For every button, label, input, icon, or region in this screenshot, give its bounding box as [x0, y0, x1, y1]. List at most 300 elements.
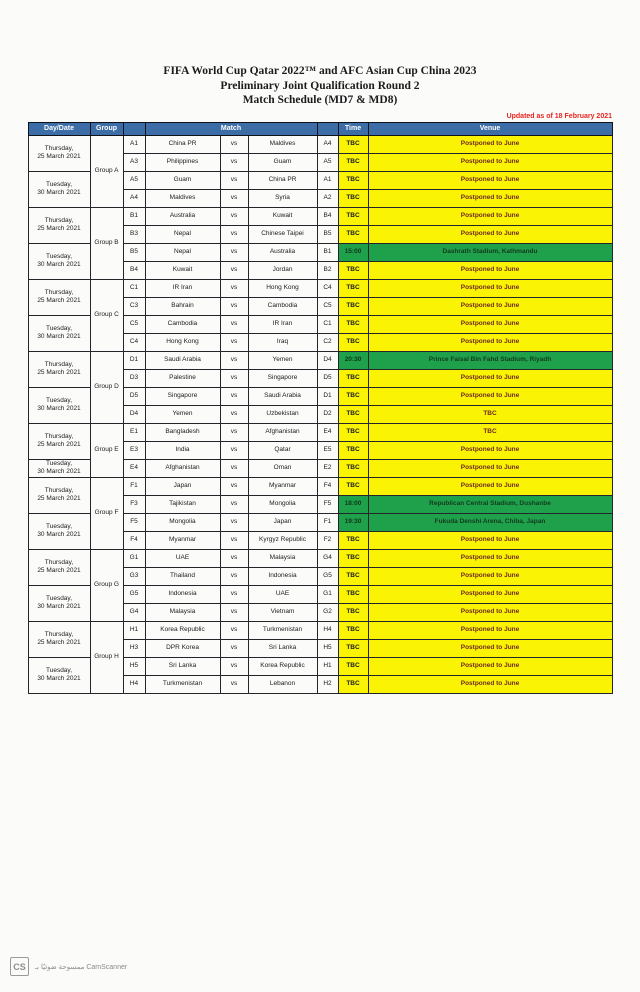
away-team-cell: Jordan: [248, 261, 317, 279]
group-block: [28, 549, 612, 621]
day-label: Tuesday,: [45, 523, 72, 531]
away-team-cell: Kuwait: [248, 207, 317, 225]
home-code-cell: A5: [123, 171, 145, 189]
away-team-cell: Vietnam: [248, 603, 317, 621]
time-cell: TBC: [338, 261, 368, 279]
home-team-cell: Sri Lanka: [145, 657, 220, 675]
vs-cell: vs: [220, 405, 248, 423]
home-team-cell: India: [145, 441, 220, 459]
day-label: Tuesday,: [45, 595, 72, 603]
away-code-cell: E4: [317, 423, 338, 441]
venue-cell: Postponed to June: [368, 459, 612, 477]
group-block: [28, 621, 612, 693]
away-team-cell: IR Iran: [248, 315, 317, 333]
header-time: Time: [338, 122, 368, 135]
vs-cell: vs: [220, 261, 248, 279]
time-cell: TBC: [338, 567, 368, 585]
home-code-cell: C4: [123, 333, 145, 351]
away-team-cell: Turkmenistan: [248, 621, 317, 639]
date-label: 30 March 2021: [37, 261, 81, 268]
time-cell: TBC: [338, 549, 368, 567]
day-date-cell: [28, 171, 90, 207]
away-team-cell: Iraq: [248, 333, 317, 351]
venue-cell: Postponed to June: [368, 603, 612, 621]
date-label: 25 March 2021: [37, 495, 81, 502]
header-code-right-spacer: [317, 122, 338, 135]
home-code-cell: A3: [123, 153, 145, 171]
away-team-cell: Afghanistan: [248, 423, 317, 441]
home-code-cell: D3: [123, 369, 145, 387]
table-row: [28, 135, 612, 153]
away-team-cell: Uzbekistan: [248, 405, 317, 423]
away-team-cell: Malaysia: [248, 549, 317, 567]
day-date-cell: [28, 459, 90, 477]
venue-cell: Postponed to June: [368, 171, 612, 189]
vs-cell: vs: [220, 387, 248, 405]
home-team-cell: Yemen: [145, 405, 220, 423]
home-team-cell: Japan: [145, 477, 220, 495]
day-label: Thursday,: [44, 631, 74, 639]
venue-cell: Postponed to June: [368, 567, 612, 585]
vs-cell: vs: [220, 477, 248, 495]
time-cell: TBC: [338, 639, 368, 657]
venue-cell: Postponed to June: [368, 675, 612, 693]
time-cell: 20:30: [338, 351, 368, 369]
vs-cell: vs: [220, 243, 248, 261]
home-team-cell: Philippines: [145, 153, 220, 171]
date-label: 25 March 2021: [37, 297, 81, 304]
home-team-cell: Tajikistan: [145, 495, 220, 513]
home-code-cell: F3: [123, 495, 145, 513]
group-block: [28, 423, 612, 477]
vs-cell: vs: [220, 531, 248, 549]
date-label: 25 March 2021: [37, 441, 81, 448]
venue-cell: TBC: [368, 423, 612, 441]
vs-cell: vs: [220, 153, 248, 171]
day-date-cell: [28, 279, 90, 315]
home-team-cell: Bangladesh: [145, 423, 220, 441]
vs-cell: vs: [220, 315, 248, 333]
venue-cell: Postponed to June: [368, 477, 612, 495]
group-name-cell: Group E: [90, 423, 123, 477]
away-code-cell: B4: [317, 207, 338, 225]
away-team-cell: Mongolia: [248, 495, 317, 513]
venue-cell: Postponed to June: [368, 441, 612, 459]
home-code-cell: A4: [123, 189, 145, 207]
group-name-cell: Group G: [90, 549, 123, 621]
title-line-2: Preliminary Joint Qualification Round 2: [220, 79, 420, 92]
date-label: 30 March 2021: [37, 405, 81, 412]
day-label: Tuesday,: [45, 253, 72, 261]
vs-cell: vs: [220, 657, 248, 675]
venue-cell: Postponed to June: [368, 639, 612, 657]
day-date-cell: [28, 549, 90, 585]
day-date-cell: [28, 243, 90, 279]
away-team-cell: Saudi Arabia: [248, 387, 317, 405]
vs-cell: vs: [220, 423, 248, 441]
home-code-cell: C1: [123, 279, 145, 297]
home-code-cell: G5: [123, 585, 145, 603]
home-code-cell: A1: [123, 135, 145, 153]
home-code-cell: E4: [123, 459, 145, 477]
home-team-cell: Hong Kong: [145, 333, 220, 351]
time-cell: TBC: [338, 441, 368, 459]
venue-cell: Postponed to June: [368, 549, 612, 567]
vs-cell: vs: [220, 171, 248, 189]
day-label: Tuesday,: [45, 397, 72, 405]
away-code-cell: B1: [317, 243, 338, 261]
time-cell: TBC: [338, 531, 368, 549]
home-team-cell: Nepal: [145, 225, 220, 243]
away-code-cell: C5: [317, 297, 338, 315]
day-label: Tuesday,: [45, 460, 72, 468]
home-code-cell: H5: [123, 657, 145, 675]
away-code-cell: H5: [317, 639, 338, 657]
time-cell: TBC: [338, 459, 368, 477]
venue-cell: Postponed to June: [368, 531, 612, 549]
table-row: [28, 279, 612, 297]
away-code-cell: D2: [317, 405, 338, 423]
time-cell: TBC: [338, 369, 368, 387]
group-name-cell: Group B: [90, 207, 123, 279]
away-team-cell: Kyrgyz Republic: [248, 531, 317, 549]
time-cell: TBC: [338, 477, 368, 495]
time-cell: TBC: [338, 279, 368, 297]
away-team-cell: Guam: [248, 153, 317, 171]
vs-cell: vs: [220, 189, 248, 207]
time-cell: TBC: [338, 333, 368, 351]
home-team-cell: Afghanistan: [145, 459, 220, 477]
venue-cell: Postponed to June: [368, 261, 612, 279]
time-cell: TBC: [338, 675, 368, 693]
time-cell: TBC: [338, 135, 368, 153]
home-team-cell: Bahrain: [145, 297, 220, 315]
vs-cell: vs: [220, 675, 248, 693]
away-code-cell: C4: [317, 279, 338, 297]
venue-cell: Postponed to June: [368, 297, 612, 315]
time-cell: TBC: [338, 207, 368, 225]
home-code-cell: E1: [123, 423, 145, 441]
camscanner-watermark-text: ممسوحة ضوئيًا بـ CamScanner: [35, 963, 128, 971]
time-cell: TBC: [338, 171, 368, 189]
day-date-cell: [28, 207, 90, 243]
away-team-cell: Yemen: [248, 351, 317, 369]
away-code-cell: A5: [317, 153, 338, 171]
date-label: 25 March 2021: [37, 369, 81, 376]
day-label: Tuesday,: [45, 667, 72, 675]
day-date-cell: [28, 315, 90, 351]
venue-cell: Postponed to June: [368, 189, 612, 207]
venue-cell: Fukuda Denshi Arena, Chiba, Japan: [368, 513, 612, 531]
vs-cell: vs: [220, 639, 248, 657]
time-cell: TBC: [338, 423, 368, 441]
vs-cell: vs: [220, 495, 248, 513]
home-team-cell: Kuwait: [145, 261, 220, 279]
venue-cell: Postponed to June: [368, 585, 612, 603]
away-team-cell: Myanmar: [248, 477, 317, 495]
venue-cell: Postponed to June: [368, 225, 612, 243]
date-label: 25 March 2021: [37, 225, 81, 232]
away-code-cell: E5: [317, 441, 338, 459]
schedule-table: [28, 122, 613, 694]
away-code-cell: F1: [317, 513, 338, 531]
away-team-cell: Syria: [248, 189, 317, 207]
away-team-cell: Korea Republic: [248, 657, 317, 675]
home-team-cell: DPR Korea: [145, 639, 220, 657]
venue-cell: Postponed to June: [368, 279, 612, 297]
home-code-cell: C5: [123, 315, 145, 333]
away-code-cell: A4: [317, 135, 338, 153]
table-row: [28, 621, 612, 639]
home-team-cell: Palestine: [145, 369, 220, 387]
group-name-cell: Group A: [90, 135, 123, 207]
header-code-left-spacer: [123, 122, 145, 135]
vs-cell: vs: [220, 567, 248, 585]
home-code-cell: C3: [123, 297, 145, 315]
time-cell: TBC: [338, 153, 368, 171]
away-code-cell: F4: [317, 477, 338, 495]
home-code-cell: G1: [123, 549, 145, 567]
day-label: Thursday,: [44, 217, 74, 225]
table-row: [28, 351, 612, 369]
date-label: 30 March 2021: [37, 468, 81, 475]
away-code-cell: H4: [317, 621, 338, 639]
away-team-cell: Cambodia: [248, 297, 317, 315]
date-label: 30 March 2021: [37, 189, 81, 196]
time-cell: TBC: [338, 315, 368, 333]
home-code-cell: B4: [123, 261, 145, 279]
away-code-cell: D4: [317, 351, 338, 369]
header-match: Match: [145, 122, 317, 135]
home-code-cell: D5: [123, 387, 145, 405]
date-label: 25 March 2021: [37, 639, 81, 646]
home-team-cell: Cambodia: [145, 315, 220, 333]
day-label: Thursday,: [44, 361, 74, 369]
away-code-cell: D5: [317, 369, 338, 387]
vs-cell: vs: [220, 621, 248, 639]
away-team-cell: China PR: [248, 171, 317, 189]
venue-cell: Postponed to June: [368, 333, 612, 351]
day-date-cell: [28, 387, 90, 423]
away-team-cell: Oman: [248, 459, 317, 477]
home-code-cell: B5: [123, 243, 145, 261]
group-name-cell: Group C: [90, 279, 123, 351]
title-line-3: Match Schedule (MD7 & MD8): [242, 94, 398, 106]
home-team-cell: Korea Republic: [145, 621, 220, 639]
away-team-cell: Singapore: [248, 369, 317, 387]
home-code-cell: H3: [123, 639, 145, 657]
day-date-cell: [28, 477, 90, 513]
table-row: [28, 207, 612, 225]
table-row: [28, 423, 612, 441]
home-team-cell: Thailand: [145, 567, 220, 585]
document-title-block: [0, 64, 640, 108]
venue-cell: Postponed to June: [368, 207, 612, 225]
home-team-cell: Myanmar: [145, 531, 220, 549]
vs-cell: vs: [220, 369, 248, 387]
time-cell: TBC: [338, 297, 368, 315]
away-code-cell: D1: [317, 387, 338, 405]
away-team-cell: Chinese Taipei: [248, 225, 317, 243]
venue-cell: Dashrath Stadium, Kathmandu: [368, 243, 612, 261]
away-code-cell: A2: [317, 189, 338, 207]
camscanner-watermark: [10, 957, 127, 976]
group-block: [28, 279, 612, 351]
home-code-cell: F4: [123, 531, 145, 549]
day-date-cell: [28, 513, 90, 549]
away-code-cell: H1: [317, 657, 338, 675]
vs-cell: vs: [220, 585, 248, 603]
vs-cell: vs: [220, 603, 248, 621]
away-team-cell: Japan: [248, 513, 317, 531]
home-code-cell: G3: [123, 567, 145, 585]
day-label: Thursday,: [44, 289, 74, 297]
venue-cell: Postponed to June: [368, 153, 612, 171]
table-row: [28, 549, 612, 567]
group-block: [28, 207, 612, 279]
venue-cell: Postponed to June: [368, 135, 612, 153]
venue-cell: Republican Central Stadium, Dushanbe: [368, 495, 612, 513]
home-code-cell: H1: [123, 621, 145, 639]
home-team-cell: Mongolia: [145, 513, 220, 531]
away-code-cell: H2: [317, 675, 338, 693]
vs-cell: vs: [220, 549, 248, 567]
time-cell: 15:00: [338, 243, 368, 261]
home-team-cell: Singapore: [145, 387, 220, 405]
time-cell: TBC: [338, 621, 368, 639]
away-code-cell: F5: [317, 495, 338, 513]
home-code-cell: B1: [123, 207, 145, 225]
day-label: Tuesday,: [45, 181, 72, 189]
vs-cell: vs: [220, 513, 248, 531]
time-cell: TBC: [338, 405, 368, 423]
home-code-cell: F1: [123, 477, 145, 495]
time-cell: TBC: [338, 387, 368, 405]
time-cell: 19:30: [338, 513, 368, 531]
header-group: Group: [90, 122, 123, 135]
home-team-cell: Nepal: [145, 243, 220, 261]
away-team-cell: Indonesia: [248, 567, 317, 585]
date-label: 30 March 2021: [37, 333, 81, 340]
vs-cell: vs: [220, 441, 248, 459]
date-label: 25 March 2021: [37, 567, 81, 574]
day-label: Tuesday,: [45, 325, 72, 333]
home-team-cell: UAE: [145, 549, 220, 567]
updated-note: Updated as of 18 February 2021: [506, 112, 612, 120]
vs-cell: vs: [220, 333, 248, 351]
time-cell: TBC: [338, 657, 368, 675]
away-team-cell: Maldives: [248, 135, 317, 153]
away-code-cell: E2: [317, 459, 338, 477]
venue-cell: Postponed to June: [368, 621, 612, 639]
day-date-cell: [28, 135, 90, 171]
home-team-cell: Australia: [145, 207, 220, 225]
day-date-cell: [28, 657, 90, 693]
home-code-cell: D1: [123, 351, 145, 369]
day-date-cell: [28, 351, 90, 387]
time-cell: TBC: [338, 225, 368, 243]
home-team-cell: Maldives: [145, 189, 220, 207]
home-team-cell: IR Iran: [145, 279, 220, 297]
date-label: 25 March 2021: [37, 153, 81, 160]
group-name-cell: Group D: [90, 351, 123, 423]
away-code-cell: B2: [317, 261, 338, 279]
away-team-cell: Lebanon: [248, 675, 317, 693]
title-line-1: FIFA World Cup Qatar 2022™ and AFC Asian Cup China 2023: [163, 65, 477, 77]
venue-cell: Postponed to June: [368, 369, 612, 387]
day-label: Thursday,: [44, 487, 74, 495]
vs-cell: vs: [220, 297, 248, 315]
table-header-row: [28, 122, 612, 135]
venue-cell: Postponed to June: [368, 387, 612, 405]
vs-cell: vs: [220, 207, 248, 225]
date-label: 30 March 2021: [37, 675, 81, 682]
date-label: 30 March 2021: [37, 531, 81, 538]
away-code-cell: A1: [317, 171, 338, 189]
home-code-cell: F5: [123, 513, 145, 531]
home-code-cell: G4: [123, 603, 145, 621]
date-label: 30 March 2021: [37, 603, 81, 610]
time-cell: TBC: [338, 189, 368, 207]
away-code-cell: G1: [317, 585, 338, 603]
away-code-cell: G2: [317, 603, 338, 621]
vs-cell: vs: [220, 225, 248, 243]
venue-cell: Postponed to June: [368, 657, 612, 675]
time-cell: TBC: [338, 603, 368, 621]
vs-cell: vs: [220, 459, 248, 477]
venue-cell: TBC: [368, 405, 612, 423]
home-team-cell: Guam: [145, 171, 220, 189]
vs-cell: vs: [220, 351, 248, 369]
away-code-cell: C1: [317, 315, 338, 333]
day-label: Thursday,: [44, 145, 74, 153]
group-block: [28, 477, 612, 549]
day-date-cell: [28, 585, 90, 621]
away-code-cell: G4: [317, 549, 338, 567]
away-team-cell: Australia: [248, 243, 317, 261]
home-team-cell: China PR: [145, 135, 220, 153]
home-code-cell: E3: [123, 441, 145, 459]
group-name-cell: Group F: [90, 477, 123, 549]
away-code-cell: B5: [317, 225, 338, 243]
home-code-cell: D4: [123, 405, 145, 423]
home-code-cell: H4: [123, 675, 145, 693]
camscanner-logo-icon: CS: [10, 957, 29, 976]
group-block: [28, 351, 612, 423]
away-team-cell: Sri Lanka: [248, 639, 317, 657]
day-date-cell: [28, 423, 90, 459]
time-cell: TBC: [338, 585, 368, 603]
day-date-cell: [28, 621, 90, 657]
home-team-cell: Saudi Arabia: [145, 351, 220, 369]
header-venue: Venue: [368, 122, 612, 135]
venue-cell: Prince Faisal Bin Fahd Stadium, Riyadh: [368, 351, 612, 369]
table-row: [28, 477, 612, 495]
vs-cell: vs: [220, 135, 248, 153]
venue-cell: Postponed to June: [368, 315, 612, 333]
away-team-cell: Hong Kong: [248, 279, 317, 297]
home-team-cell: Malaysia: [145, 603, 220, 621]
away-code-cell: C2: [317, 333, 338, 351]
away-code-cell: F2: [317, 531, 338, 549]
group-name-cell: Group H: [90, 621, 123, 693]
day-label: Thursday,: [44, 433, 74, 441]
time-cell: 18:00: [338, 495, 368, 513]
vs-cell: vs: [220, 279, 248, 297]
group-block: [28, 135, 612, 207]
home-team-cell: Indonesia: [145, 585, 220, 603]
away-team-cell: UAE: [248, 585, 317, 603]
